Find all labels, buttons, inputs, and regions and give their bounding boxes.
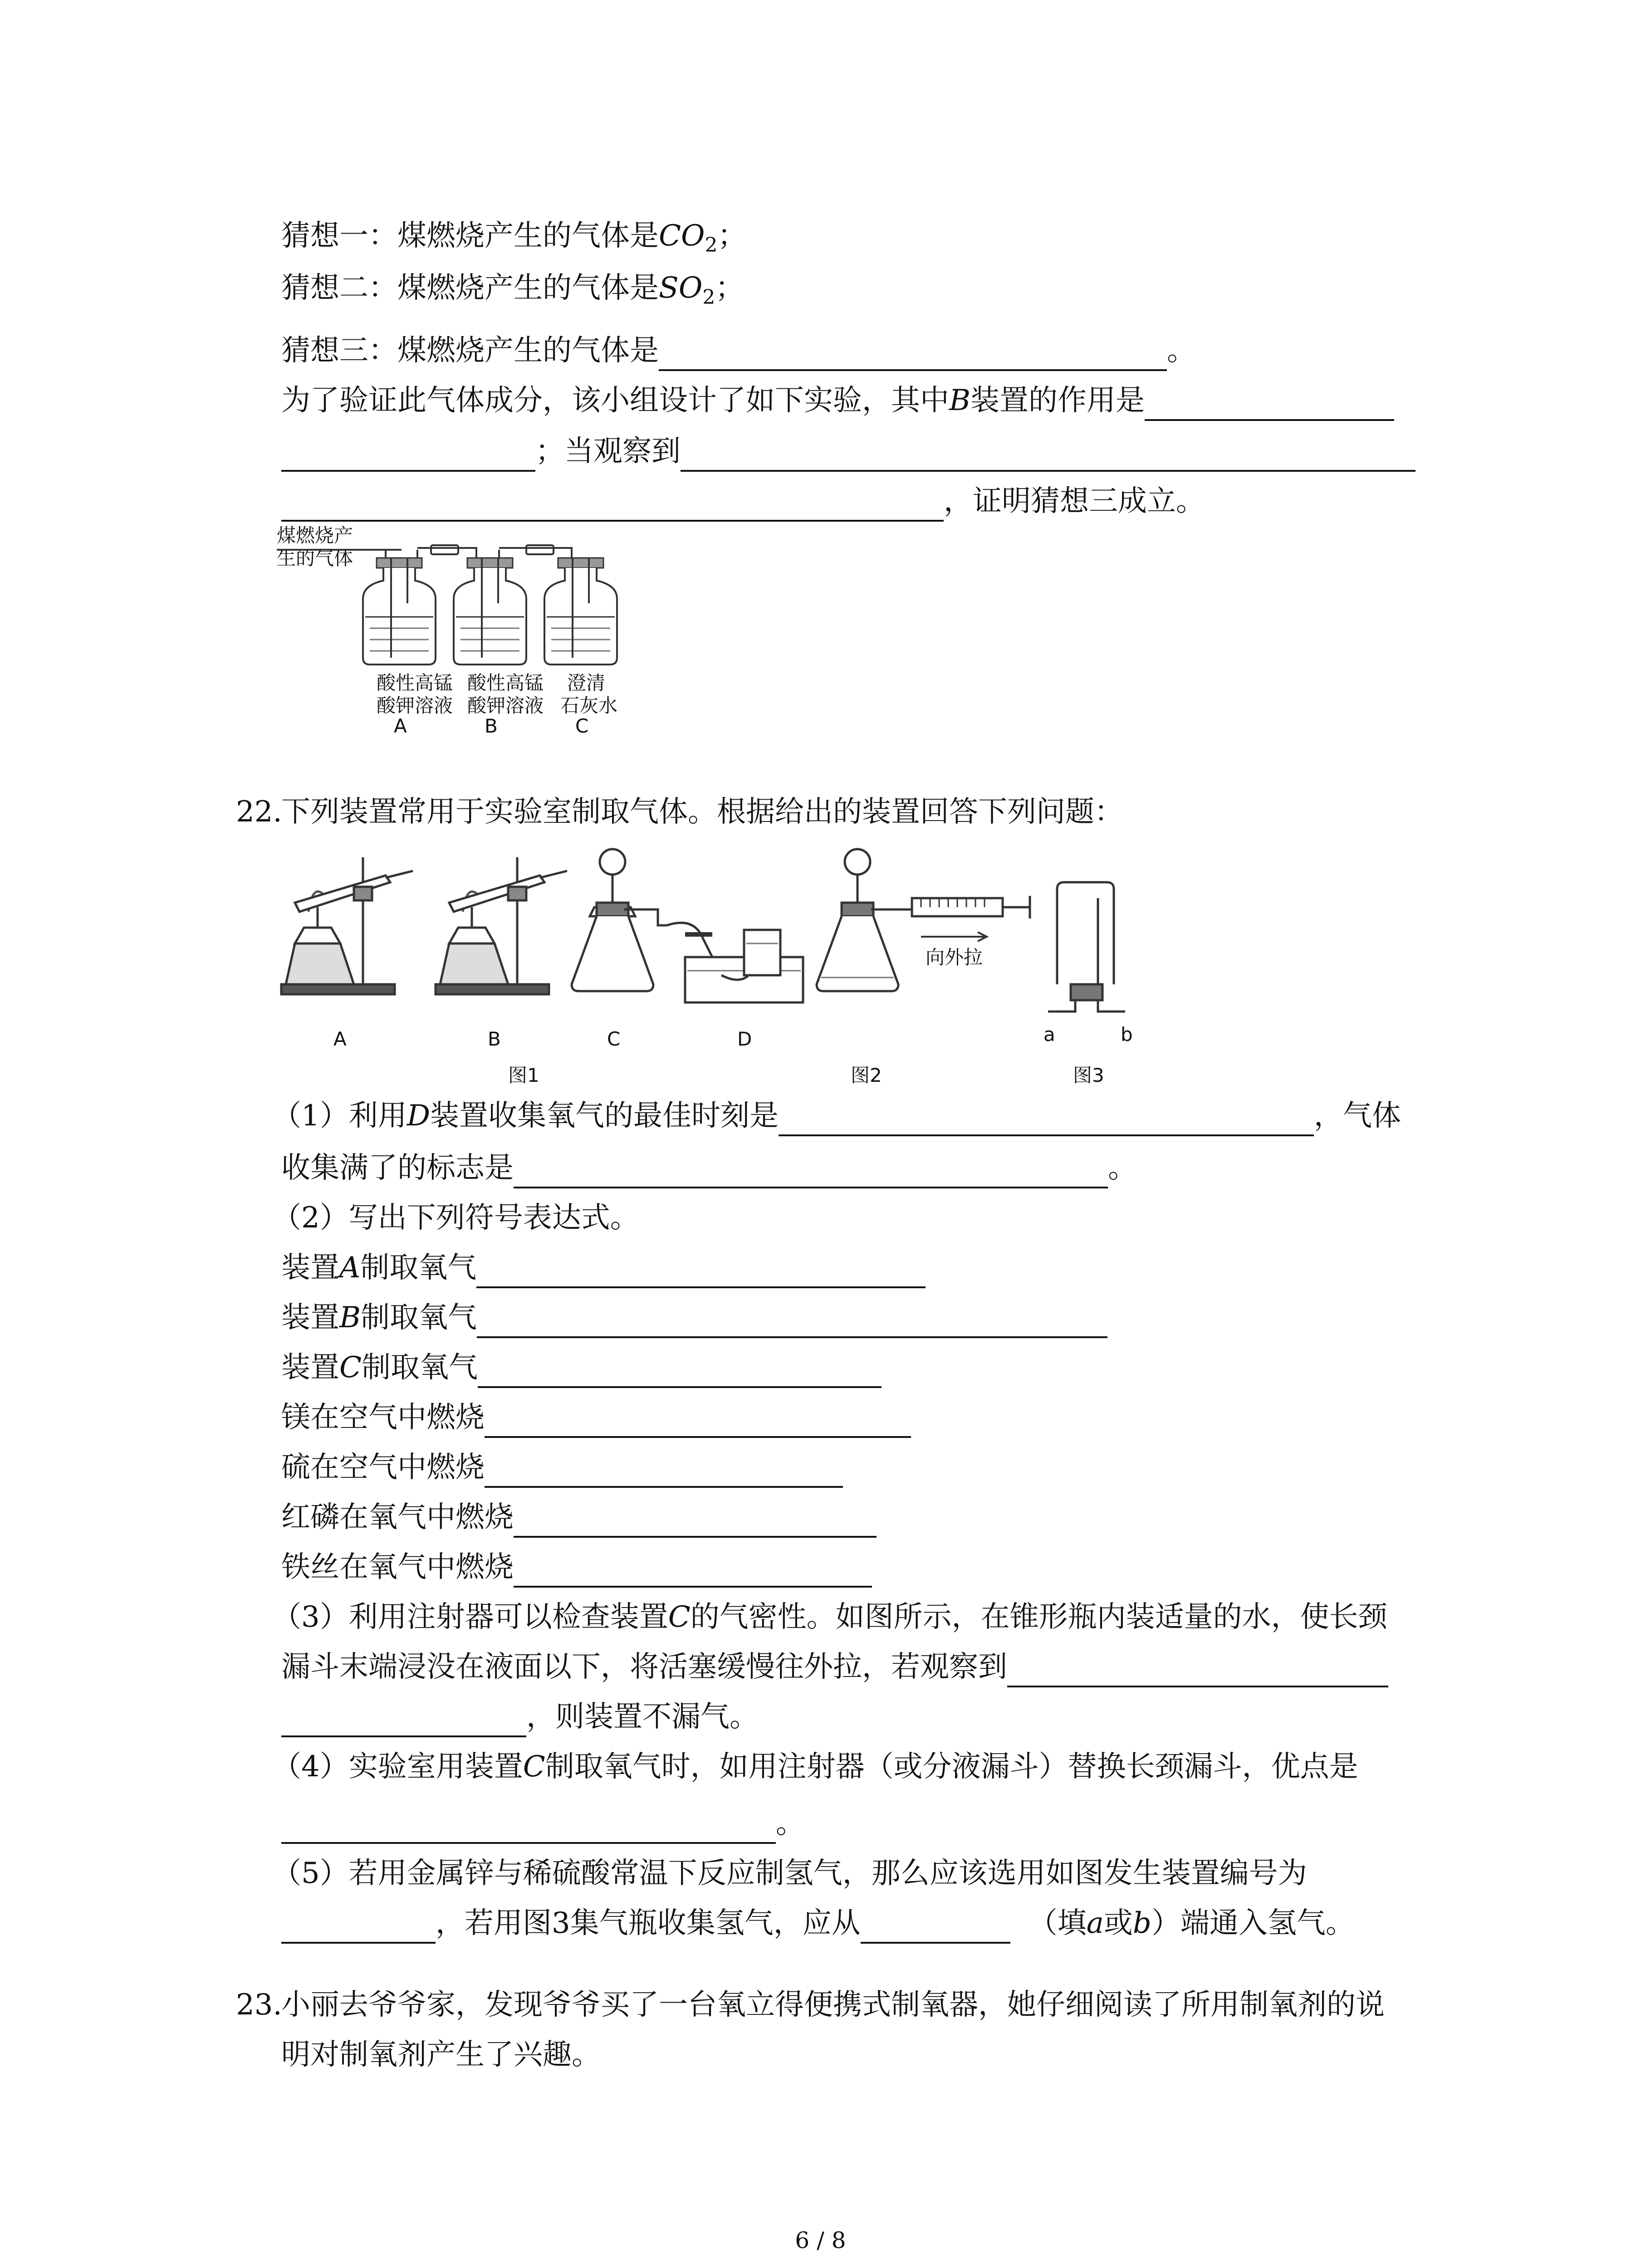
- question-23-number: 23.: [236, 1988, 282, 2022]
- text: （1）利用: [272, 1099, 407, 1133]
- var-a: A: [339, 1251, 361, 1285]
- var-c: C: [339, 1351, 362, 1384]
- answer-blank[interactable]: [281, 1910, 436, 1944]
- answer-blank[interactable]: [476, 1255, 926, 1288]
- var-a: a: [1086, 1906, 1104, 1940]
- bottle-a-label-2: 酸钾溶液: [377, 694, 453, 717]
- hypothesis-2-text: 猜想二：煤燃烧产生的气体是: [281, 271, 659, 305]
- gas-source-label-2: 生的气体: [277, 547, 353, 569]
- bottle-B: [454, 558, 526, 665]
- pull-outward-label: 向外拉: [926, 946, 983, 968]
- answer-blank[interactable]: [514, 1554, 872, 1588]
- punct: 。: [1108, 1151, 1137, 1185]
- bottle-A: [363, 558, 436, 665]
- answer-blank[interactable]: [281, 438, 535, 472]
- text: 制取氧气时，如用注射器（或分液漏斗）替换长颈漏斗，优点是: [545, 1750, 1358, 1784]
- text: 制取氧气: [361, 1301, 477, 1334]
- var-b: B: [339, 1301, 361, 1334]
- bottle-b-label-2: 酸钾溶液: [467, 694, 544, 717]
- text: 硫在空气中燃烧: [281, 1451, 485, 1484]
- answer-blank[interactable]: [514, 1504, 877, 1538]
- equation-B: [281, 1297, 1107, 1338]
- gas-source-label-1: 煤燃烧产: [277, 524, 353, 547]
- hypothesis-1-text: 猜想一：煤燃烧产生的气体是: [281, 219, 659, 253]
- text: ，气体: [1314, 1099, 1401, 1133]
- apparatus-B: [436, 857, 567, 994]
- q22-part4-line2: [281, 1803, 805, 1844]
- answer-blank[interactable]: [485, 1454, 843, 1488]
- text: 制取氧气: [360, 1251, 477, 1285]
- hypothesis-3: [281, 330, 1196, 371]
- hypothesis-2: [281, 268, 744, 318]
- punct: 。: [1167, 334, 1196, 367]
- answer-blank[interactable]: [281, 1810, 776, 1844]
- label-D: D: [737, 1028, 752, 1050]
- var-b: B: [949, 384, 971, 417]
- figure-1-caption: 图1: [508, 1064, 539, 1086]
- text: 的气密性。如图所示，在锥形瓶内装适量的水，使长颈: [690, 1600, 1387, 1634]
- bottle-b-letter: B: [485, 715, 498, 737]
- var-d: D: [407, 1099, 431, 1133]
- q22-part3-line3: [281, 1696, 759, 1737]
- answer-blank[interactable]: [659, 337, 1167, 371]
- answer-blank[interactable]: [861, 1910, 1010, 1944]
- question-22-stem: 下列装置常用于实验室制取气体。根据给出的装置回答下列问题：: [281, 795, 1123, 829]
- figure-3-caption: 图3: [1073, 1064, 1104, 1086]
- bottle-a-letter: A: [394, 715, 407, 737]
- hypothesis-1: [281, 215, 746, 266]
- question-22-number: 22.: [236, 795, 282, 829]
- label-B: B: [488, 1028, 501, 1050]
- answer-blank[interactable]: [281, 488, 944, 522]
- verify-line: [281, 380, 1394, 421]
- equation-C: [281, 1347, 882, 1388]
- equation-Mg: [281, 1397, 911, 1438]
- bottle-c-letter: C: [575, 715, 589, 737]
- text: （3）利用注射器可以检查装置: [272, 1600, 668, 1634]
- answer-blank[interactable]: [779, 1103, 1314, 1136]
- punct: 。: [776, 1807, 805, 1840]
- q22-part4-line1: [272, 1746, 1358, 1787]
- text: ，若用图3集气瓶收集氢气，应从: [436, 1906, 861, 1940]
- conclusion-line: [281, 481, 1205, 522]
- figure-2-caption: 图2: [851, 1064, 882, 1086]
- q22-part3-line1: [272, 1597, 1387, 1637]
- question-23-line2: 明对制氧剂产生了兴趣。: [281, 2038, 601, 2072]
- punct: ；: [717, 219, 747, 253]
- text: 制取氧气: [361, 1351, 478, 1384]
- text: 镁在空气中燃烧: [281, 1401, 485, 1434]
- answer-blank[interactable]: [681, 438, 1416, 472]
- q22-part5-line2: [281, 1903, 1355, 1944]
- text: （4）实验室用装置: [272, 1750, 523, 1784]
- page-number: 6 / 8: [795, 2227, 846, 2253]
- formula-co2: CO: [659, 219, 705, 253]
- label-C: C: [607, 1028, 621, 1050]
- text: 收集满了的标志是: [281, 1151, 514, 1185]
- text: ）端通入氢气。: [1151, 1906, 1355, 1940]
- observe-text: ；当观察到: [535, 435, 681, 468]
- answer-blank[interactable]: [1007, 1654, 1388, 1687]
- q22-part1-line2: [281, 1148, 1137, 1188]
- apparatus-syringe-check: [817, 849, 1030, 991]
- question-23-line1: 小丽去爷爷家，发现爷爷买了一台氧立得便携式制氧器，她仔细阅读了所用制氧剂的说: [281, 1988, 1385, 2022]
- q22-part3-line2: [281, 1647, 1388, 1687]
- formula-so2: SO: [659, 271, 703, 305]
- apparatus-C: [572, 849, 667, 991]
- equation-A: [281, 1247, 926, 1288]
- answer-blank[interactable]: [485, 1404, 911, 1438]
- formula-subscript: 2: [702, 285, 715, 309]
- text: 红磷在氧气中燃烧: [281, 1501, 514, 1534]
- bottle-c-label-2: 石灰水: [560, 694, 618, 717]
- text: （填: [1028, 1906, 1087, 1940]
- answer-blank[interactable]: [1145, 387, 1394, 421]
- gas-test-apparatus-figure: [272, 522, 681, 739]
- equation-S: [281, 1447, 843, 1488]
- verify-text: 为了验证此气体成分，该小组设计了如下实验，其中: [281, 384, 949, 417]
- answer-blank[interactable]: [281, 1704, 526, 1737]
- bottle-a-label-1: 酸性高锰: [377, 672, 453, 694]
- formula-subscript: 2: [705, 233, 718, 257]
- text: 漏斗末端浸没在液面以下，将活塞缓慢往外拉，若观察到: [281, 1650, 1007, 1684]
- q22-part2: （2）写出下列符号表达式。: [272, 1201, 639, 1235]
- bottle-b-label-1: 酸性高锰: [467, 672, 544, 694]
- bottle-C: [544, 558, 617, 665]
- text: 铁丝在氧气中燃烧: [281, 1550, 514, 1584]
- port-a-label: a: [1043, 1023, 1055, 1046]
- observe-line: [281, 431, 1416, 472]
- equation-P: [281, 1497, 877, 1538]
- answer-blank[interactable]: [478, 1354, 882, 1388]
- apparatus-gas-bottle: [1048, 882, 1125, 1012]
- q22-part1-line1: [272, 1095, 1401, 1136]
- text: 或: [1103, 1906, 1133, 1940]
- q22-part5-line1: （5）若用金属锌与稀硫酸常温下反应制氢气，那么应该选用如图发生装置编号为: [272, 1857, 1307, 1890]
- answer-blank[interactable]: [514, 1155, 1108, 1188]
- var-b: b: [1132, 1906, 1151, 1940]
- apparatus-A: [281, 857, 413, 994]
- port-b-label: b: [1121, 1023, 1133, 1046]
- apparatus-D: [667, 923, 803, 1002]
- bottle-c-label-1: 澄清: [567, 672, 606, 694]
- var-c: C: [668, 1600, 691, 1634]
- gas-preparation-apparatus-figure: [277, 839, 1184, 1098]
- text: 装置: [281, 1251, 339, 1285]
- answer-blank[interactable]: [477, 1305, 1107, 1338]
- verify-text-2: 装置的作用是: [970, 384, 1145, 417]
- text: 装置收集氧气的最佳时刻是: [430, 1099, 779, 1133]
- punct: ；: [715, 271, 745, 305]
- label-A: A: [333, 1028, 347, 1050]
- text: ，则装置不漏气。: [526, 1700, 759, 1734]
- conclusion-text: ，证明猜想三成立。: [944, 484, 1205, 518]
- text: 装置: [281, 1351, 339, 1384]
- text: 装置: [281, 1301, 339, 1334]
- var-c: C: [523, 1750, 545, 1784]
- equation-Fe: [281, 1547, 872, 1588]
- hypothesis-3-text: 猜想三：煤燃烧产生的气体是: [281, 334, 659, 367]
